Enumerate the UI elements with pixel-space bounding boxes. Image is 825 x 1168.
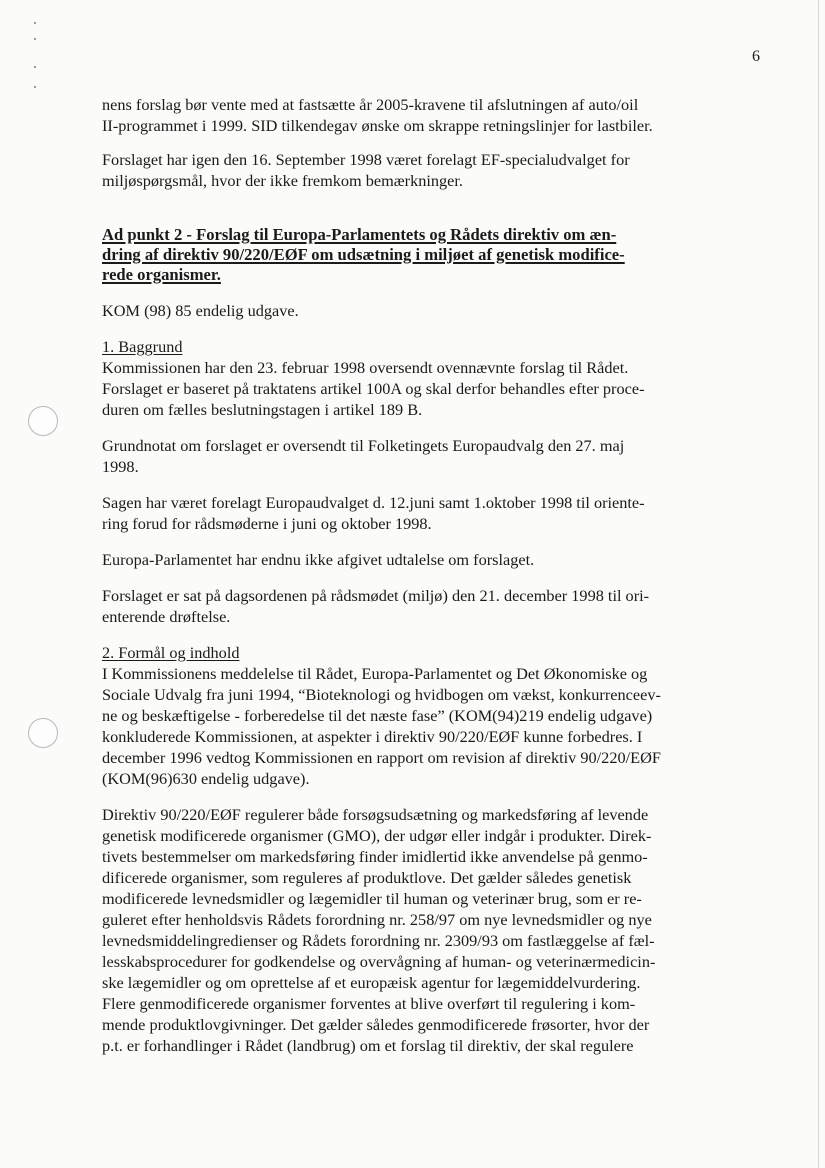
section-heading-formaal: 2. Formål og indhold [102, 643, 240, 662]
paragraph-dagsordenen: Forslaget er sat på dagsordenen på rådsmødet (miljø) den 21. december 1998 til ori- enterende drøftelse. [102, 586, 650, 626]
paragraph-ef-specialudvalget: Forslaget har igen den 16. September 1998 været forelagt EF-specialudvalget for miljøspørgsmål, hvor der ikke fremkom bemærkninger. [102, 150, 630, 190]
scan-mark [34, 38, 36, 40]
document-reference: KOM (98) 85 endelig udgave. [102, 301, 299, 320]
scan-mark [34, 66, 36, 68]
paragraph-direktiv-regulerer: Direktiv 90/220/EØF regulerer både forsøgsudsætning og markedsføring af levende genetisk modificerede organismer (GMO), der udgør eller indgår i produkter. Direk- tivets bestemmelser om markedsføring finder imidlertid ikke anvendelse på genmo- dificerede organismer, som reguleres af produktlove. Det gælder således genetisk modificerede levnedsmidler og lægemidler til human og veterinær brug, som er re- guleret efter henholdsvis Rådets forordning nr. 258/97 om nye levnedsmidler og nye levnedsmiddelingredienser og Rådets forordning nr. 2309/93 om fastlæggelse af fæl- lesskabsprocedurer for godkendelse og overvågning af human- og veterinærmedicin- ske lægemidler og om oprettelse af et europæisk agentur for lægemiddelvurdering. Flere genmodificerede organismer forventes at blive overført til regulering i kom- mende produktlovgivninger. Det gælder således genmodificerede frøsorter, hvor der p.t. er forhandlinger i Rådet (landbrug) om et forslag til direktiv, der skal regulere [102, 805, 656, 1055]
agenda-item-heading: Ad punkt 2 - Forslag til Europa-Parlamentets og Rådets direktiv om æn- dring af direktiv 90/220/EØF om udsætning i miljøet af genetisk modifice- rede organismer. [102, 225, 625, 284]
paragraph-auto-oil: nens forslag bør vente med at fastsætte år 2005-kravene til afslutningen af auto/oil II-programmet i 1999. SID tilkendegav ønske om skrappe retningslinjer for lastbiler. [102, 95, 653, 135]
page-number: 6 [752, 48, 760, 65]
paragraph-europaudvalget: Sagen har været forelagt Europaudvalget d. 12.juni samt 1.oktober 1998 til oriente- ring forud for rådsmøderne i juni og oktober 1998. [102, 493, 645, 533]
paragraph-europa-parlamentet: Europa-Parlamentet har endnu ikke afgivet udtalelse om forslaget. [102, 550, 535, 569]
punch-hole [28, 406, 58, 436]
paragraph-kommissionen: Kommissionen har den 23. februar 1998 oversendt ovennævnte forslag til Rådet. Forslaget er baseret på traktatens artikel 100A og skal derfor behandles efter proce- duren om fælles beslutningstagen i artikel 189 B. [102, 358, 645, 419]
paragraph-meddelelse: I Kommissionens meddelelse til Rådet, Europa-Parlamentet og Det Økonomiske og Sociale Udvalg fra juni 1994, “Bioteknologi og hvidbogen om vækst, konkurrenceev- ne og beskæftigelse - forberedelse til det næste fase” (KOM(94)219 endelig udgave) konkluderede Kommissionen, at aspekter i direktiv 90/220/EØF kunne forbedres. I december 1996 vedtog Kommissionen en rapport om revision af direktiv 90/220/EØF (KOM(96)630 endelig udgave). [102, 664, 661, 788]
page-edge-line [818, 0, 819, 1168]
section-heading-baggrund: 1. Baggrund [102, 337, 183, 356]
scan-mark [34, 86, 36, 88]
paragraph-grundnotat: Grundnotat om forslaget er oversendt til Folketingets Europaudvalg den 27. maj 1998. [102, 436, 625, 476]
punch-hole [28, 718, 58, 748]
document-body [102, 94, 767, 1056]
scan-mark [34, 22, 36, 24]
